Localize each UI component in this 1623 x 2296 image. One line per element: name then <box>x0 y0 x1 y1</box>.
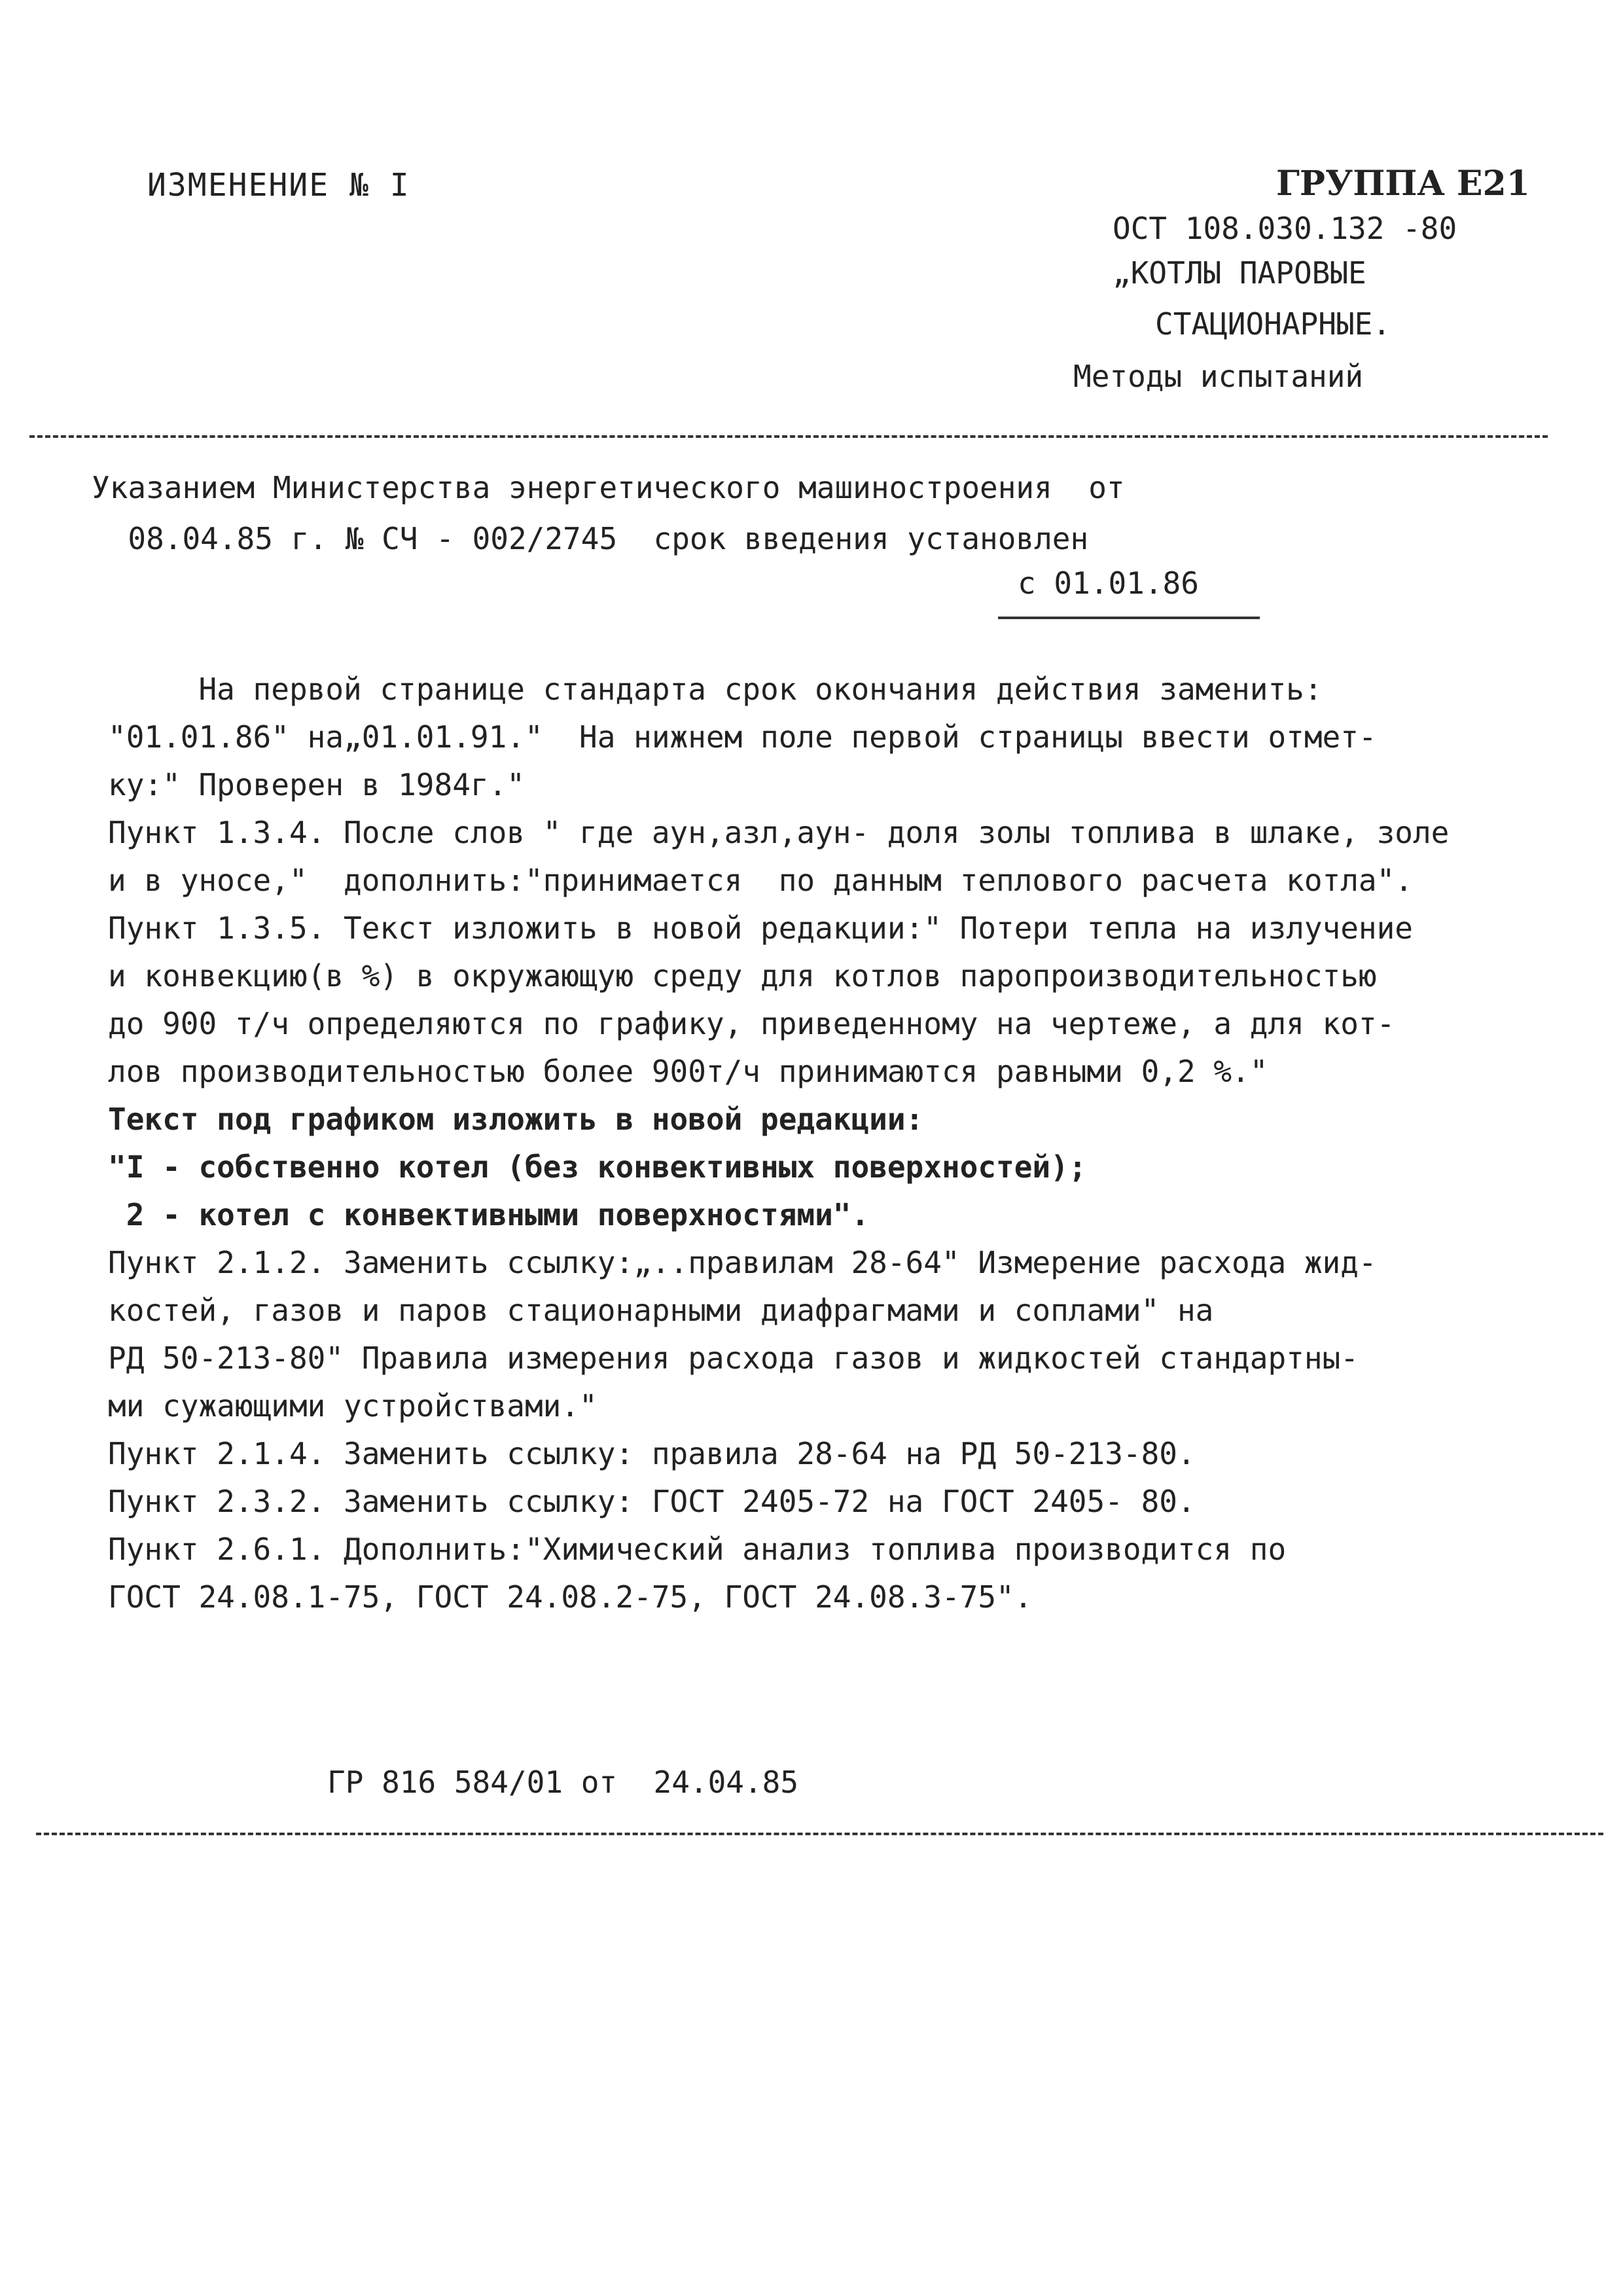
body-line-1: На первой странице стандарта срок окончания действия заменить: <box>108 672 1323 707</box>
bold-line-1: Текст под графиком изложить в новой редакции: <box>108 1102 924 1137</box>
body-line-9: лов производительностью более 900т/ч принимаются равными 0,2 %." <box>108 1054 1268 1089</box>
group-code: ГРУППА Е21 <box>1276 164 1530 204</box>
tail-line-5: Пункт 2.1.4. Заменить ссылку: правила 28-64 на РД 50-213-80. <box>108 1436 1196 1471</box>
standard-number: ОСТ 108.030.132 -80 <box>1113 211 1457 246</box>
tail-line-1: Пункт 2.1.2. Заменить ссылку:„..правилам 28-64" Измерение расхода жид- <box>108 1245 1377 1280</box>
directive-line-1: Указанием Министерства энергетического машиностроения от <box>92 470 1125 505</box>
body-line-4: Пункт 1.3.4. После слов " где aун,aзл,aун- доля золы топлива в шлаке, золе <box>108 815 1450 850</box>
registration-number: ГР 816 584/01 от 24.04.85 <box>327 1765 799 1800</box>
tail-line-3: РД 50-213-80" Правила измерения расхода газов и жидкостей стандартны- <box>108 1340 1359 1376</box>
tail-line-8: ГОСТ 24.08.1-75, ГОСТ 24.08.2-75, ГОСТ 24.08.3-75". <box>108 1579 1033 1615</box>
top-divider <box>29 435 1548 438</box>
tail-line-6: Пункт 2.3.2. Заменить ссылку: ГОСТ 2405-72 на ГОСТ 2405- 80. <box>108 1484 1196 1519</box>
tail-line-7: Пункт 2.6.1. Дополнить:"Химический анализ топлива производится по <box>108 1532 1287 1567</box>
standard-title-3: Методы испытаний <box>1073 359 1364 394</box>
body-line-3: ку:" Проверен в 1984г." <box>108 767 525 802</box>
standard-title-2: СТАЦИОНАРНЫЕ. <box>1155 306 1391 342</box>
change-number: ИЗМЕНЕНИЕ № I <box>147 167 410 204</box>
bold-line-2: "I - собственно котел (без конвективных поверхностей); <box>108 1149 1087 1185</box>
body-line-7: и конвекцию(в %) в окружающую среду для котлов паропроизводительностью <box>108 958 1377 994</box>
body-line-2: "01.01.86" на„01.01.91." На нижнем поле первой страницы ввести отмет- <box>108 719 1377 755</box>
directive-line-2: 08.04.85 г. № СЧ - 002/2745 срок введения установлен <box>92 521 1089 556</box>
tail-line-2: костей, газов и паров стационарными диафрагмами и соплами" на <box>108 1293 1214 1328</box>
bold-line-3: 2 - котел с конвективными поверхностями". <box>108 1197 870 1232</box>
directive-effective-date: с 01.01.86 <box>1018 565 1199 601</box>
body-line-6: Пункт 1.3.5. Текст изложить в новой редакции:" Потери тепла на излучение <box>108 910 1413 946</box>
standard-title-1: „КОТЛЫ ПАРОВЫЕ <box>1113 255 1366 291</box>
bottom-divider <box>36 1833 1603 1835</box>
effective-date-underline <box>998 617 1260 619</box>
tail-line-4: ми сужающими устройствами." <box>108 1388 597 1424</box>
body-line-5: и в уносе," дополнить:"принимается по данным теплового расчета котла". <box>108 863 1413 898</box>
body-line-8: до 900 т/ч определяются по графику, приведенному на чертеже, а для кот- <box>108 1006 1395 1041</box>
